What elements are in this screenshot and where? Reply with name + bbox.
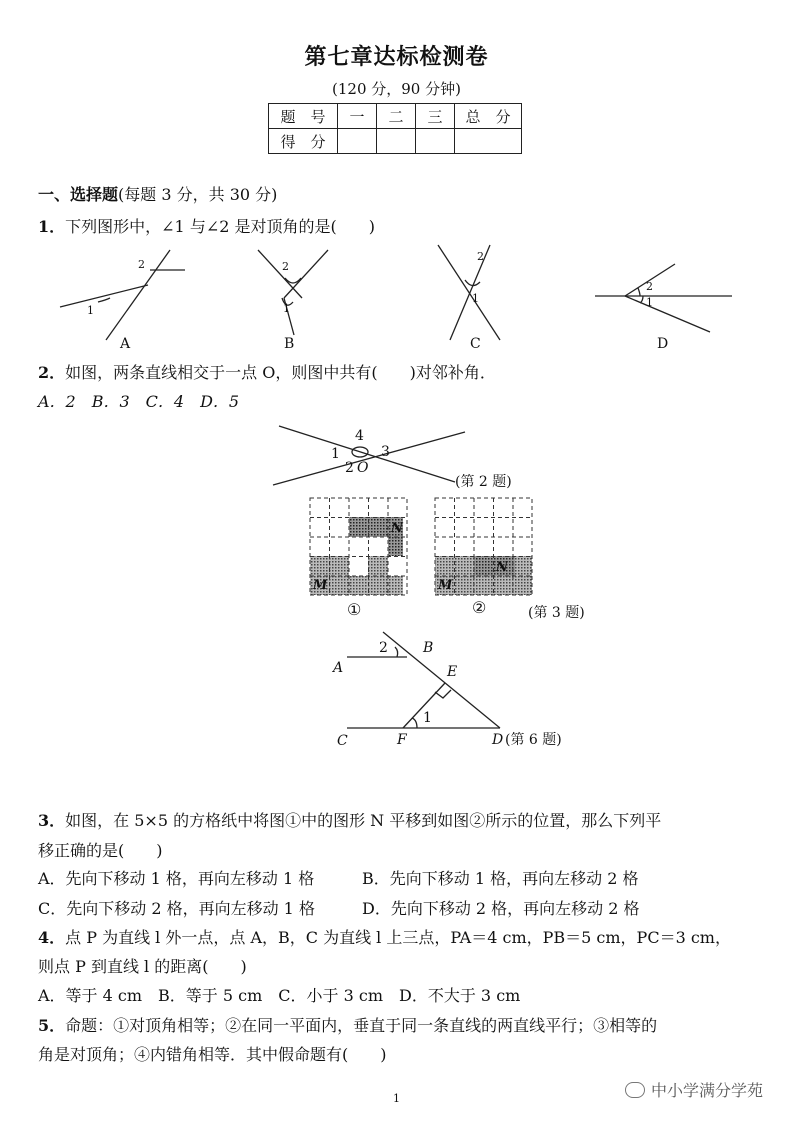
q3-option: B．先向下移动 1 格，再向左移动 2 格 bbox=[362, 869, 639, 888]
q1-option-label: B bbox=[284, 336, 295, 352]
score-cell bbox=[416, 129, 455, 154]
question-text: 则点 P 到直线 l 的距离( ) bbox=[38, 957, 247, 976]
question-5 bbox=[38, 1013, 657, 1036]
question-number: 4． bbox=[38, 928, 66, 947]
fig2-mark: 2 bbox=[345, 460, 354, 476]
q3-option: A．先向下移动 1 格，再向左移动 1 格 bbox=[38, 869, 315, 888]
q3-option: C．先向下移动 2 格，再向左移动 1 格 bbox=[38, 899, 315, 918]
fig6-angle-arc bbox=[395, 647, 398, 657]
q1-figures bbox=[40, 240, 760, 355]
question-text: 如图，在 5×5 的方格纸中将图①中的图形 N 平移到如图②所示的位置，那么下列平 bbox=[65, 811, 662, 830]
fig6-point: A bbox=[333, 660, 344, 676]
fig6-point: C bbox=[337, 733, 348, 749]
section-title: 一、选择题 bbox=[38, 185, 119, 204]
grid-mark: N bbox=[391, 521, 403, 536]
question-text: 角是对顶角；④内错角相等．其中假命题有( ) bbox=[38, 1045, 387, 1064]
grid-mark: M bbox=[438, 578, 453, 593]
fig6-caption: (第 6 题) bbox=[505, 732, 562, 748]
fig2-caption: (第 2 题) bbox=[455, 474, 512, 490]
q1-b-line bbox=[284, 250, 328, 298]
question-3 bbox=[38, 808, 661, 831]
q2-options: A．2 B．3 C．4 D．5 bbox=[38, 392, 240, 411]
q4-options: A．等于 4 cm B．等于 5 cm C．小于 3 cm D．不大于 3 cm bbox=[38, 986, 521, 1005]
fig6-point: F bbox=[397, 732, 407, 748]
score-cell: 总 分 bbox=[455, 104, 522, 129]
grid-mark: N bbox=[496, 560, 508, 575]
q1-d-line bbox=[625, 296, 710, 332]
question-text: 下列图形中，∠1 与∠2 是对顶角的是( ) bbox=[65, 217, 375, 236]
score-cell: 三 bbox=[416, 104, 455, 129]
q1-a-angle-arc bbox=[98, 298, 110, 302]
watermark-text: 中小学满分学苑 bbox=[650, 1081, 763, 1100]
fig2-mark: 1 bbox=[331, 446, 340, 462]
svg-text:2: 2 bbox=[477, 250, 484, 263]
score-table-header-row bbox=[269, 104, 522, 129]
fig2-mark: 4 bbox=[355, 428, 364, 444]
question-2 bbox=[38, 360, 496, 383]
fig6-angle: 2 bbox=[379, 640, 388, 656]
q1-c-line bbox=[438, 245, 500, 340]
question-number: 2． bbox=[38, 363, 66, 382]
svg-text:2: 2 bbox=[646, 280, 653, 293]
watermark bbox=[625, 1078, 763, 1101]
figure-3 bbox=[305, 495, 615, 625]
score-cell bbox=[338, 129, 377, 154]
svg-text:2: 2 bbox=[138, 258, 145, 271]
fig2-mark: O bbox=[357, 460, 369, 476]
svg-text:2: 2 bbox=[282, 260, 289, 273]
fig6-angle: 1 bbox=[423, 710, 432, 726]
grid-1 bbox=[310, 498, 407, 595]
q1-d-angle-arc bbox=[640, 296, 643, 303]
shape-n bbox=[474, 556, 515, 576]
score-cell: 题 号 bbox=[269, 104, 338, 129]
q1-a-line bbox=[60, 285, 148, 307]
svg-text:1: 1 bbox=[87, 304, 94, 317]
fig6-angle-arc bbox=[412, 718, 417, 728]
svg-text:1: 1 bbox=[472, 292, 479, 305]
q3-option: D．先向下移动 2 格，再向左移动 2 格 bbox=[362, 899, 640, 918]
score-cell: 得 分 bbox=[269, 129, 338, 154]
question-text: 移正确的是( ) bbox=[38, 841, 163, 860]
score-table-score-row bbox=[269, 129, 522, 154]
score-cell: 二 bbox=[377, 104, 416, 129]
q1-d-angle-arc bbox=[638, 288, 640, 296]
exam-subtitle: (120 分，90 分钟) bbox=[332, 80, 461, 98]
figure-6 bbox=[325, 628, 615, 753]
q1-option-label: A bbox=[120, 336, 131, 352]
page-number: 1 bbox=[393, 1092, 400, 1105]
question-number: 5． bbox=[38, 1016, 66, 1035]
score-cell bbox=[377, 129, 416, 154]
fig2-line bbox=[273, 432, 465, 485]
q1-option-label: C bbox=[470, 336, 481, 352]
q1-c-line bbox=[450, 245, 490, 340]
section-note: (每题 3 分，共 30 分) bbox=[118, 185, 278, 204]
fig6-line-bd bbox=[383, 632, 500, 728]
wechat-icon bbox=[625, 1082, 645, 1098]
svg-text:1: 1 bbox=[646, 296, 653, 309]
fig6-point: D bbox=[492, 732, 504, 748]
question-1 bbox=[38, 214, 375, 237]
fig6-point: E bbox=[447, 664, 458, 680]
question-number: 3． bbox=[38, 811, 66, 830]
question-4 bbox=[38, 925, 731, 948]
question-text: 命题：①对顶角相等；②在同一平面内，垂直于同一条直线的两直线平行；③相等的 bbox=[65, 1016, 658, 1035]
q1-b-line bbox=[258, 250, 302, 298]
question-text: 如图，两条直线相交于一点 O，则图中共有( )对邻补角． bbox=[65, 363, 496, 382]
question-text: 点 P 为直线 l 外一点，点 A，B，C 为直线 l 上三点，PA＝4 cm，PB＝5 cm，PC＝3 cm， bbox=[65, 928, 731, 947]
question-number: 1． bbox=[38, 217, 66, 236]
score-table bbox=[268, 103, 522, 154]
figure-2 bbox=[265, 420, 535, 500]
fig6-point: B bbox=[423, 640, 434, 656]
section-heading bbox=[38, 182, 277, 205]
score-cell bbox=[455, 129, 522, 154]
page-title: 第七章达标检测卷 bbox=[304, 44, 489, 70]
grid-mark: M bbox=[313, 578, 328, 593]
grid-2 bbox=[435, 498, 532, 595]
grid2-caption: ② bbox=[472, 598, 487, 617]
grid1-caption: ① bbox=[347, 600, 362, 619]
score-cell: 一 bbox=[338, 104, 377, 129]
fig3-caption: (第 3 题) bbox=[528, 605, 585, 621]
fig2-mark: 3 bbox=[381, 444, 390, 460]
q1-option-label: D bbox=[657, 336, 669, 352]
q1-c-angle-arc bbox=[465, 280, 480, 286]
svg-text:1: 1 bbox=[283, 302, 290, 315]
